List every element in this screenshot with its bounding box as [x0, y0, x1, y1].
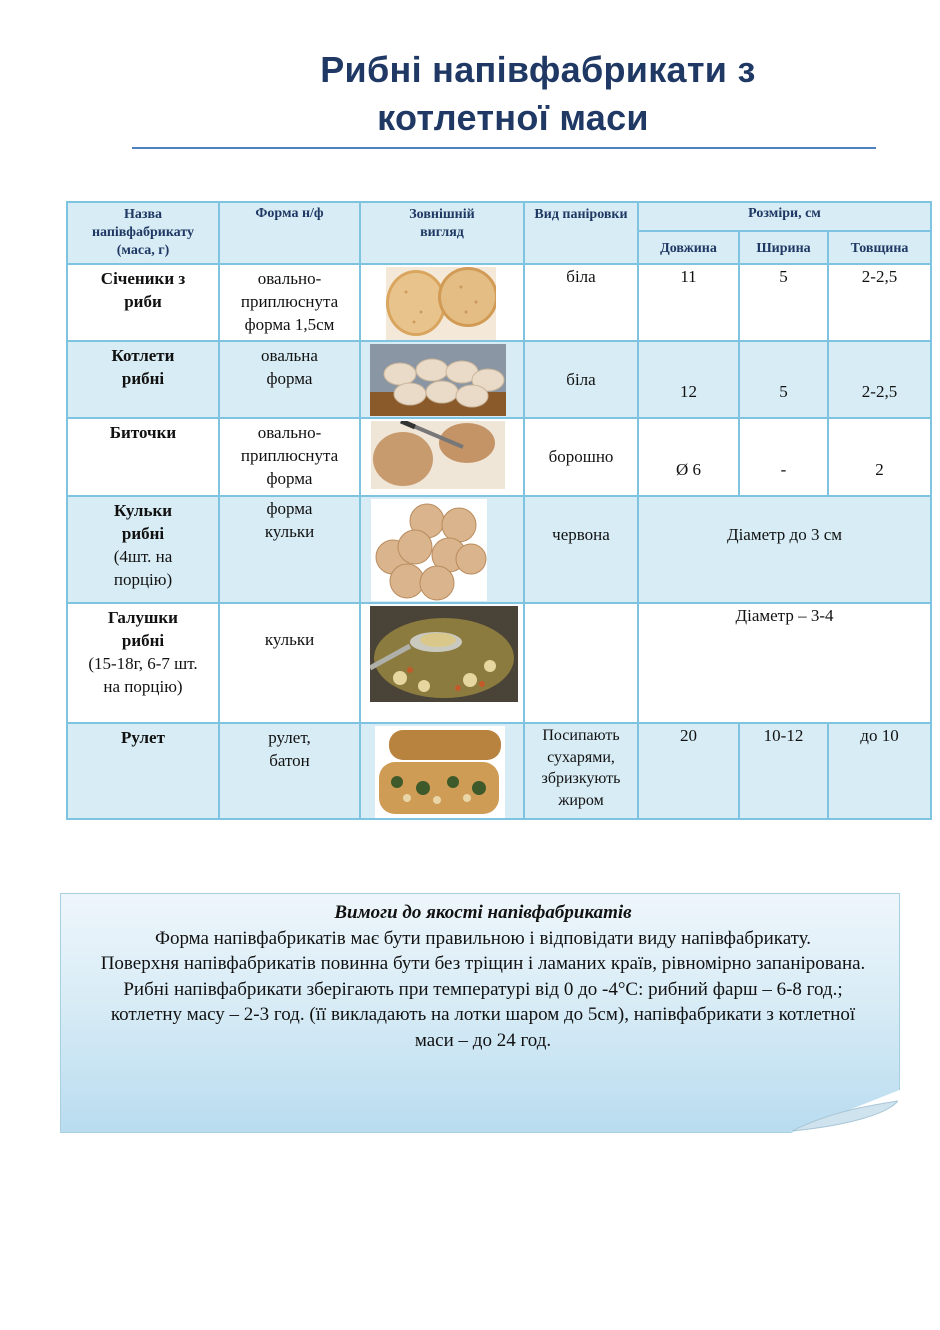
diameter-value: Діаметр до 3 см — [638, 496, 931, 603]
thickness-value: 2 — [828, 418, 931, 496]
page-title-line-1: Рибні напівфабрикати з — [320, 49, 756, 90]
product-name: Січеники з риби — [67, 264, 219, 341]
header-length: Довжина — [638, 231, 739, 264]
header-form: Форма н/ф — [219, 202, 360, 264]
length-value: 12 — [638, 341, 739, 418]
width-value: 10-12 — [739, 723, 828, 819]
width-value: 5 — [739, 341, 828, 418]
header-appearance: Зовнішній вигляд — [360, 202, 524, 264]
table-row — [67, 418, 931, 496]
product-name-cell — [67, 603, 219, 723]
product-photo-cell — [360, 264, 524, 341]
table-row — [67, 496, 931, 603]
product-photo-cell — [360, 496, 524, 603]
quality-paragraph-storage: Рибні напівфабрикати зберігають при температурі від 0 до -4°С: рибний фарш – 6-8 год.; котлетну масу – 2-3 год. (її викладають на лотки шаром до 5см), напівфабрикати з котлетної маси – до 24 год. — [110, 978, 856, 1051]
breading-type: біла — [524, 341, 638, 418]
quality-paragraph-surface: Поверхня напівфабрикатів повинна бути без тріщин і ламаних країв, рівномірно запанірована. — [100, 953, 866, 974]
product-photo-cell — [360, 341, 524, 418]
table-row — [67, 603, 931, 723]
length-value: 20 — [638, 723, 739, 819]
table-row — [67, 341, 931, 418]
product-photo-cell — [360, 418, 524, 496]
width-value: - — [739, 418, 828, 496]
product-name: Биточки — [67, 418, 219, 496]
product-name: Котлети рибні — [67, 341, 219, 418]
length-value: 11 — [638, 264, 739, 341]
page-curl — [792, 1095, 898, 1131]
quality-title: Вимоги до якості напівфабрикатів — [334, 902, 632, 923]
fish-balls-photo — [371, 499, 487, 601]
header-name: Назва напівфабрикату (маса, г) — [67, 202, 219, 264]
fish-cakes-photo — [386, 267, 496, 340]
product-form: овальна форма — [219, 341, 360, 418]
header-thickness: Товщина — [828, 231, 931, 264]
product-name: Кульки рибні — [113, 501, 173, 543]
header-width: Ширина — [739, 231, 828, 264]
thickness-value: до 10 — [828, 723, 931, 819]
product-name: Галушки рибні — [108, 608, 178, 650]
product-form: овально-приплюснута форма — [219, 418, 360, 496]
header-breading: Вид паніровки — [524, 202, 638, 264]
table-row — [67, 264, 931, 341]
page-title-line-2: котлетної маси — [377, 97, 649, 138]
header-sizes: Розміри, см — [638, 202, 931, 231]
product-form: форма кульки — [219, 496, 360, 603]
quality-requirements — [90, 900, 876, 1053]
fish-roll-photo — [375, 726, 505, 818]
product-form: рулет, батон — [219, 723, 360, 819]
breading-type: Посипають сухарями, збризкують жиром — [524, 723, 638, 819]
length-value: Ø 6 — [638, 418, 739, 496]
title-underline — [132, 147, 876, 149]
product-photo-cell — [360, 603, 524, 723]
fish-patties-photo — [371, 421, 505, 489]
product-form: кульки — [219, 603, 360, 723]
fish-dumplings-photo — [370, 606, 518, 702]
product-name-cell — [67, 496, 219, 603]
semi-products-table — [66, 201, 932, 820]
breading-type — [524, 603, 638, 723]
thickness-value: 2-2,5 — [828, 264, 931, 341]
thickness-value: 2-2,5 — [828, 341, 931, 418]
diameter-value: Діаметр – 3-4 — [638, 603, 931, 723]
width-value: 5 — [739, 264, 828, 341]
product-portion: (4шт. на порцію) — [113, 547, 173, 589]
breading-type: борошно — [524, 418, 638, 496]
product-photo-cell — [360, 723, 524, 819]
quality-paragraph-shape: Форма напівфабрикатів має бути правильною і відповідати виду напівфабрикату. — [154, 927, 812, 949]
product-name: Рулет — [67, 723, 219, 819]
product-form: овально-приплюснута форма 1,5см — [219, 264, 360, 341]
breading-type: червона — [524, 496, 638, 603]
fish-cutlets-photo — [370, 344, 506, 416]
product-portion: (15-18г, 6-7 шт. на порцію) — [88, 654, 198, 696]
breading-type: біла — [524, 264, 638, 341]
page-title — [130, 46, 876, 142]
table-row — [67, 723, 931, 819]
